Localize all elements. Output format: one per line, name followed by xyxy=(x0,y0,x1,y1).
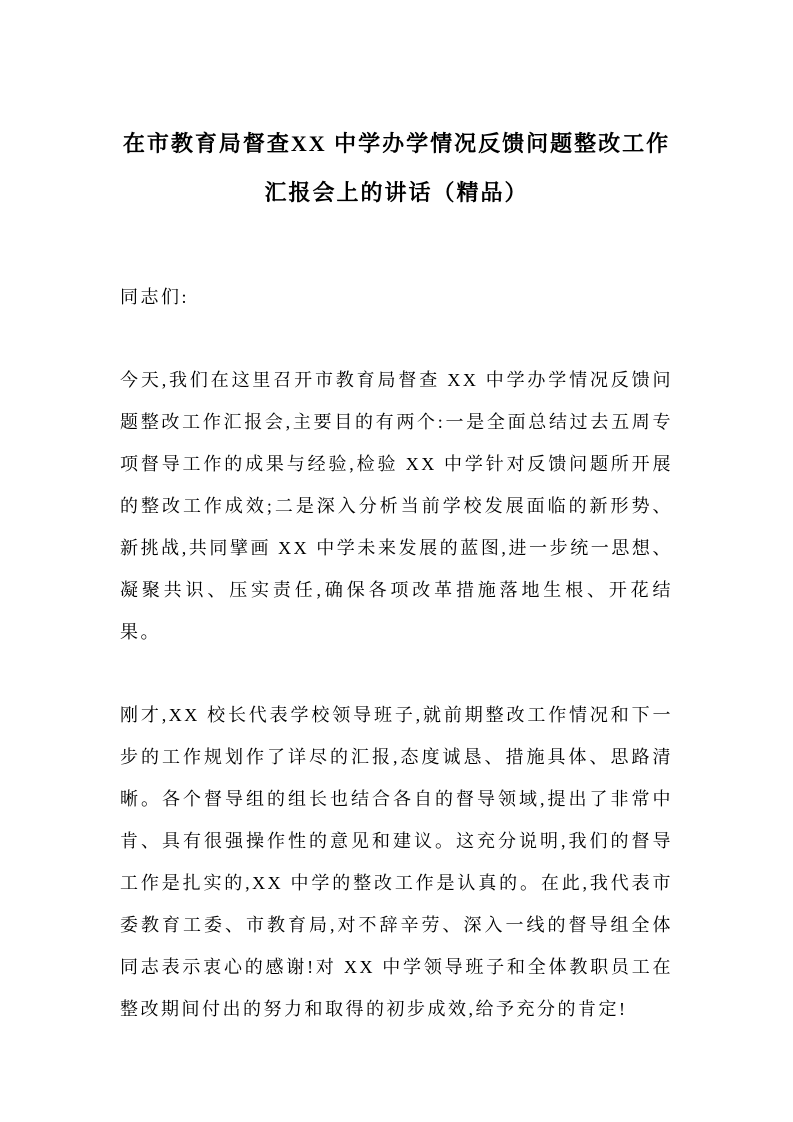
document-title xyxy=(120,119,673,217)
paragraph-opening: 今天,我们在这里召开市教育局督查 XX 中学办学情况反馈问题整改工作汇报会,主要目的有两个:一是全面总结过去五周专项督导工作的成果与经验,检验 XX 中学针对反馈问题所开展的整改工作成效;二是深入分析当前学校发展面临的新形势、新挑战,共同擘画 XX 中学未来发展的蓝图,进一步统一思想、凝聚共识、压实责任,确保各项改革措施落地生根、开花结果。 xyxy=(120,370,673,642)
paragraph-acknowledgement: 刚才,XX 校长代表学校领导班子,就前期整改工作情况和下一步的工作规划作了详尽的汇报,态度诚恳、措施具体、思路清晰。各个督导组的组长也结合各自的督导领域,提出了非常中肯、具有很强操作性的意见和建议。这充分说明,我们的督导工作是扎实的,XX 中学的整改工作是认真的。在此,我代表市委教育工委、市教育局,对不辞辛劳、深入一线的督导组全体同志表示衷心的感谢!对 XX 中学领导班子和全体教职员工在整改期间付出的努力和取得的初步成效,给予充分的肯定! xyxy=(120,705,673,1019)
document-title-line-1: 在市教育局督查XX 中学办学情况反馈问题整改工作 xyxy=(122,131,671,156)
greeting-line: 同志们: xyxy=(120,287,190,307)
document-title-line-2: 汇报会上的讲话（精品） xyxy=(264,180,529,205)
